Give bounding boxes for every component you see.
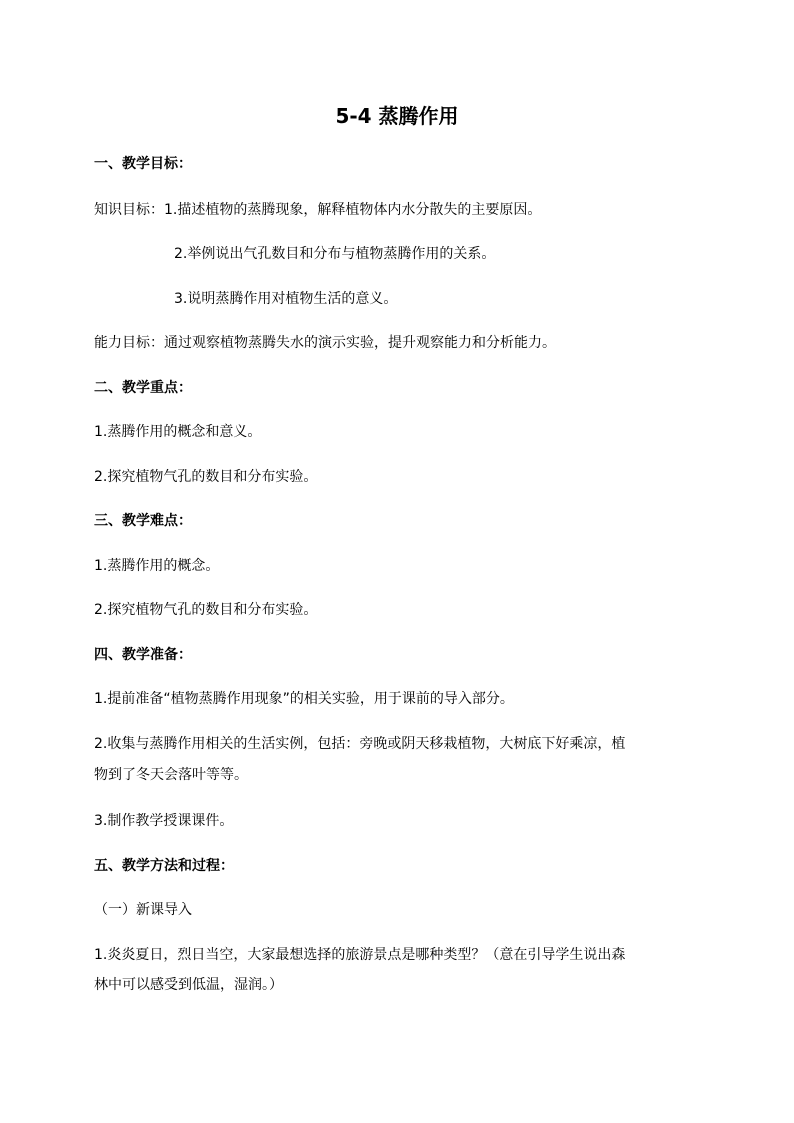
prep-item-3: 3.制作教学授课课件。 — [94, 813, 234, 829]
section-3-heading: 三、教学难点： — [94, 513, 192, 529]
prep-item-1: 1.提前准备“植物蒸腾作用现象”的相关实验，用于课前的导入部分。 — [94, 691, 514, 707]
section-5-heading: 五、教学方法和过程： — [94, 858, 234, 874]
key-point-1: 1.蒸腾作用的概念和意义。 — [94, 424, 262, 440]
section-2-heading: 二、教学重点： — [94, 380, 192, 396]
intro-para-line-1: 1.炎炎夏日，烈日当空，大家最想选择的旅游景点是哪种类型？（意在引导学生说出森 — [94, 947, 626, 963]
prep-item-2-line-2: 物到了冬天会落叶等等。 — [94, 767, 248, 783]
knowledge-goal-1: 知识目标：1.描述植物的蒸腾现象，解释植物体内水分散失的主要原因。 — [94, 202, 542, 218]
ability-goal: 能力目标：通过观察植物蒸腾失水的演示实验，提升观察能力和分析能力。 — [94, 335, 556, 351]
knowledge-goal-2: 2.举例说出气孔数目和分布与植物蒸腾作用的关系。 — [174, 246, 496, 262]
section-1-heading: 一、教学目标： — [94, 156, 192, 172]
document-title: 5-4 蒸腾作用 — [335, 104, 459, 128]
difficulty-2: 2.探究植物气孔的数目和分布实验。 — [94, 602, 318, 618]
prep-item-2-line-1: 2.收集与蒸腾作用相关的生活实例，包括：旁晚或阴天移栽植物，大树底下好乘凉，植 — [94, 736, 626, 752]
intro-para-line-2: 林中可以感受到低温，湿润。） — [94, 977, 283, 993]
knowledge-goal-3: 3.说明蒸腾作用对植物生活的意义。 — [174, 291, 398, 307]
key-point-2: 2.探究植物气孔的数目和分布实验。 — [94, 469, 318, 485]
section-4-heading: 四、教学准备： — [94, 647, 192, 663]
difficulty-1: 1.蒸腾作用的概念。 — [94, 558, 220, 574]
subsection-intro: （一）新课导入 — [94, 902, 192, 918]
